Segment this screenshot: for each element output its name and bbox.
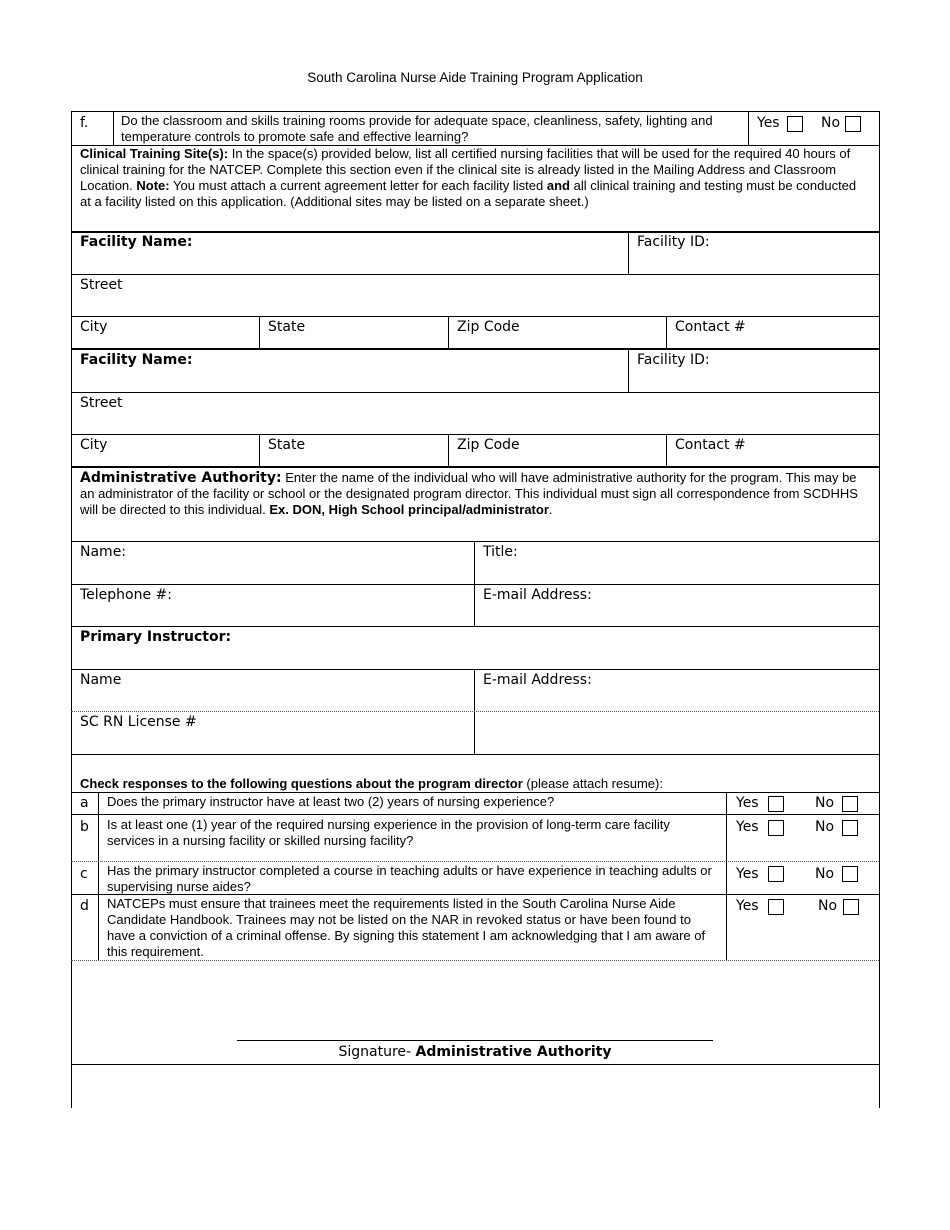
question-b-text: Is at least one (1) year of the required nursing experience in the provision of long-term care facility services in a nursing facility or skilled nursing facility? <box>107 817 670 848</box>
admin-phone-label: Telephone #: <box>80 587 172 603</box>
question-d-text: NATCEPs must ensure that trainees meet the requirements listed in the South Carolina Nurse Aide Candidate Handbook. Trainees may not be listed on the NAR in revoked status or have been found to have a conviction of a criminal offense. By signing this statement I am acknowledging that I am aware of this requirement. <box>107 896 706 959</box>
facility-1-contact-label: Contact # <box>675 319 746 335</box>
facility-2-zip-label: Zip Code <box>457 437 520 453</box>
admin-title-label: Title: <box>483 544 518 560</box>
question-c-letter: c <box>80 866 88 882</box>
question-d-letter: d <box>80 898 89 914</box>
admin-instructions: Administrative Authority: Enter the name of the individual who will have administrative authority for the program. This may be an administrator of the facility or school or the designated program director. This individual must sign all correspondence from SCDHHS will be directed to this individual. Ex. DON, High School principal/administrator. <box>80 470 858 517</box>
facility-1-street-label: Street <box>80 277 123 293</box>
question-a-letter: a <box>80 795 89 811</box>
admin-heading: Administrative Authority: <box>80 470 282 486</box>
clinical-text-3: all clinical training and testing must be conducted at a facility listed on this application. (Additional sites may be listed on a separate sheet.) <box>80 178 857 209</box>
question-c-no-label: No <box>815 866 835 882</box>
question-a-yes-label: Yes <box>736 795 759 811</box>
signature-caption <box>237 1044 713 1060</box>
question-b-yes-checkbox[interactable] <box>768 820 784 836</box>
question-a-no-label: No <box>815 795 835 811</box>
question-a-no-checkbox[interactable] <box>842 796 858 812</box>
instructor-email-label: E-mail Address: <box>483 672 592 688</box>
question-c-yes-checkbox[interactable] <box>768 866 784 882</box>
page-title: South Carolina Nurse Aide Training Program Application <box>307 70 643 85</box>
instructor-name-label: Name <box>80 672 122 688</box>
admin-email-label: E-mail Address: <box>483 587 592 603</box>
facility-1-id-label: Facility ID: <box>637 234 710 250</box>
facility-2-state-label: State <box>268 437 306 453</box>
question-f-yes-label: Yes <box>757 115 780 131</box>
question-d-yes-checkbox[interactable] <box>768 899 784 915</box>
facility-1-zip-label: Zip Code <box>457 319 520 335</box>
director-heading-text: Check responses to the following questions about the program director <box>80 776 523 791</box>
instructor-license-label: SC RN License # <box>80 714 197 730</box>
clinical-and-word: and <box>546 178 570 193</box>
admin-text: Enter the name of the individual who will have administrative authority for the program. This may be an administrator of the facility or school or the designated program director. This individual must sign all correspondence from SCDHHS will be directed to this individual. <box>80 470 858 517</box>
question-d-no-checkbox[interactable] <box>843 899 859 915</box>
clinical-heading: Clinical Training Site(s): <box>80 146 229 161</box>
question-f-yes-checkbox[interactable] <box>787 116 803 132</box>
question-f-no-checkbox[interactable] <box>845 116 861 132</box>
instructor-heading: Primary Instructor: <box>80 629 232 645</box>
question-a-text: Does the primary instructor have at least two (2) years of nursing experience? <box>107 794 555 809</box>
question-f-letter: f. <box>80 115 89 131</box>
clinical-instructions <box>80 146 870 210</box>
question-f-text: Do the classroom and skills training rooms provide for adequate space, cleanliness, safety, lighting and temperature controls to promote safe and effective learning? <box>121 113 713 144</box>
director-heading-suffix: (please attach resume): <box>526 776 663 791</box>
question-d-yes-label: Yes <box>736 898 759 914</box>
question-b-letter: b <box>80 819 89 835</box>
clinical-note-label: Note: <box>136 178 170 193</box>
signature-line[interactable] <box>237 1040 713 1041</box>
question-d-no-label: No <box>818 898 838 914</box>
question-b-yes-label: Yes <box>736 819 759 835</box>
signature-prefix: Signature- <box>338 1044 412 1060</box>
director-questions-heading <box>80 776 870 792</box>
question-b-no-label: No <box>815 819 835 835</box>
admin-name-label: Name: <box>80 544 127 560</box>
facility-2-contact-label: Contact # <box>675 437 746 453</box>
facility-2-street-label: Street <box>80 395 123 411</box>
facility-1-city-label: City <box>80 319 108 335</box>
signature-role: Administrative Authority <box>415 1044 612 1060</box>
clinical-text-2: You must attach a current agreement letter for each facility listed <box>173 178 544 193</box>
question-f-no-label: No <box>821 115 841 131</box>
question-c-text: Has the primary instructor completed a course in teaching adults or have experience in teaching adults or supervising nurse aides? <box>107 863 712 894</box>
facility-2-city-label: City <box>80 437 108 453</box>
facility-1-state-label: State <box>268 319 306 335</box>
question-c-yes-label: Yes <box>736 866 759 882</box>
admin-example: Ex. DON, High School principal/administrator <box>269 502 549 517</box>
clinical-text-1: In the space(s) provided below, list all certified nursing facilities that will be used for the required 40 hours of clinical training for the NATCEP. Complete this section even if the clinical site is already listed in the Mailing Address and Classroom Location. <box>80 146 851 193</box>
question-b-no-checkbox[interactable] <box>842 820 858 836</box>
facility-2-name-label: Facility Name: <box>80 352 193 368</box>
facility-1-name-label: Facility Name: <box>80 234 193 250</box>
facility-2-id-label: Facility ID: <box>637 352 710 368</box>
question-a-yes-checkbox[interactable] <box>768 796 784 812</box>
question-c-no-checkbox[interactable] <box>842 866 858 882</box>
